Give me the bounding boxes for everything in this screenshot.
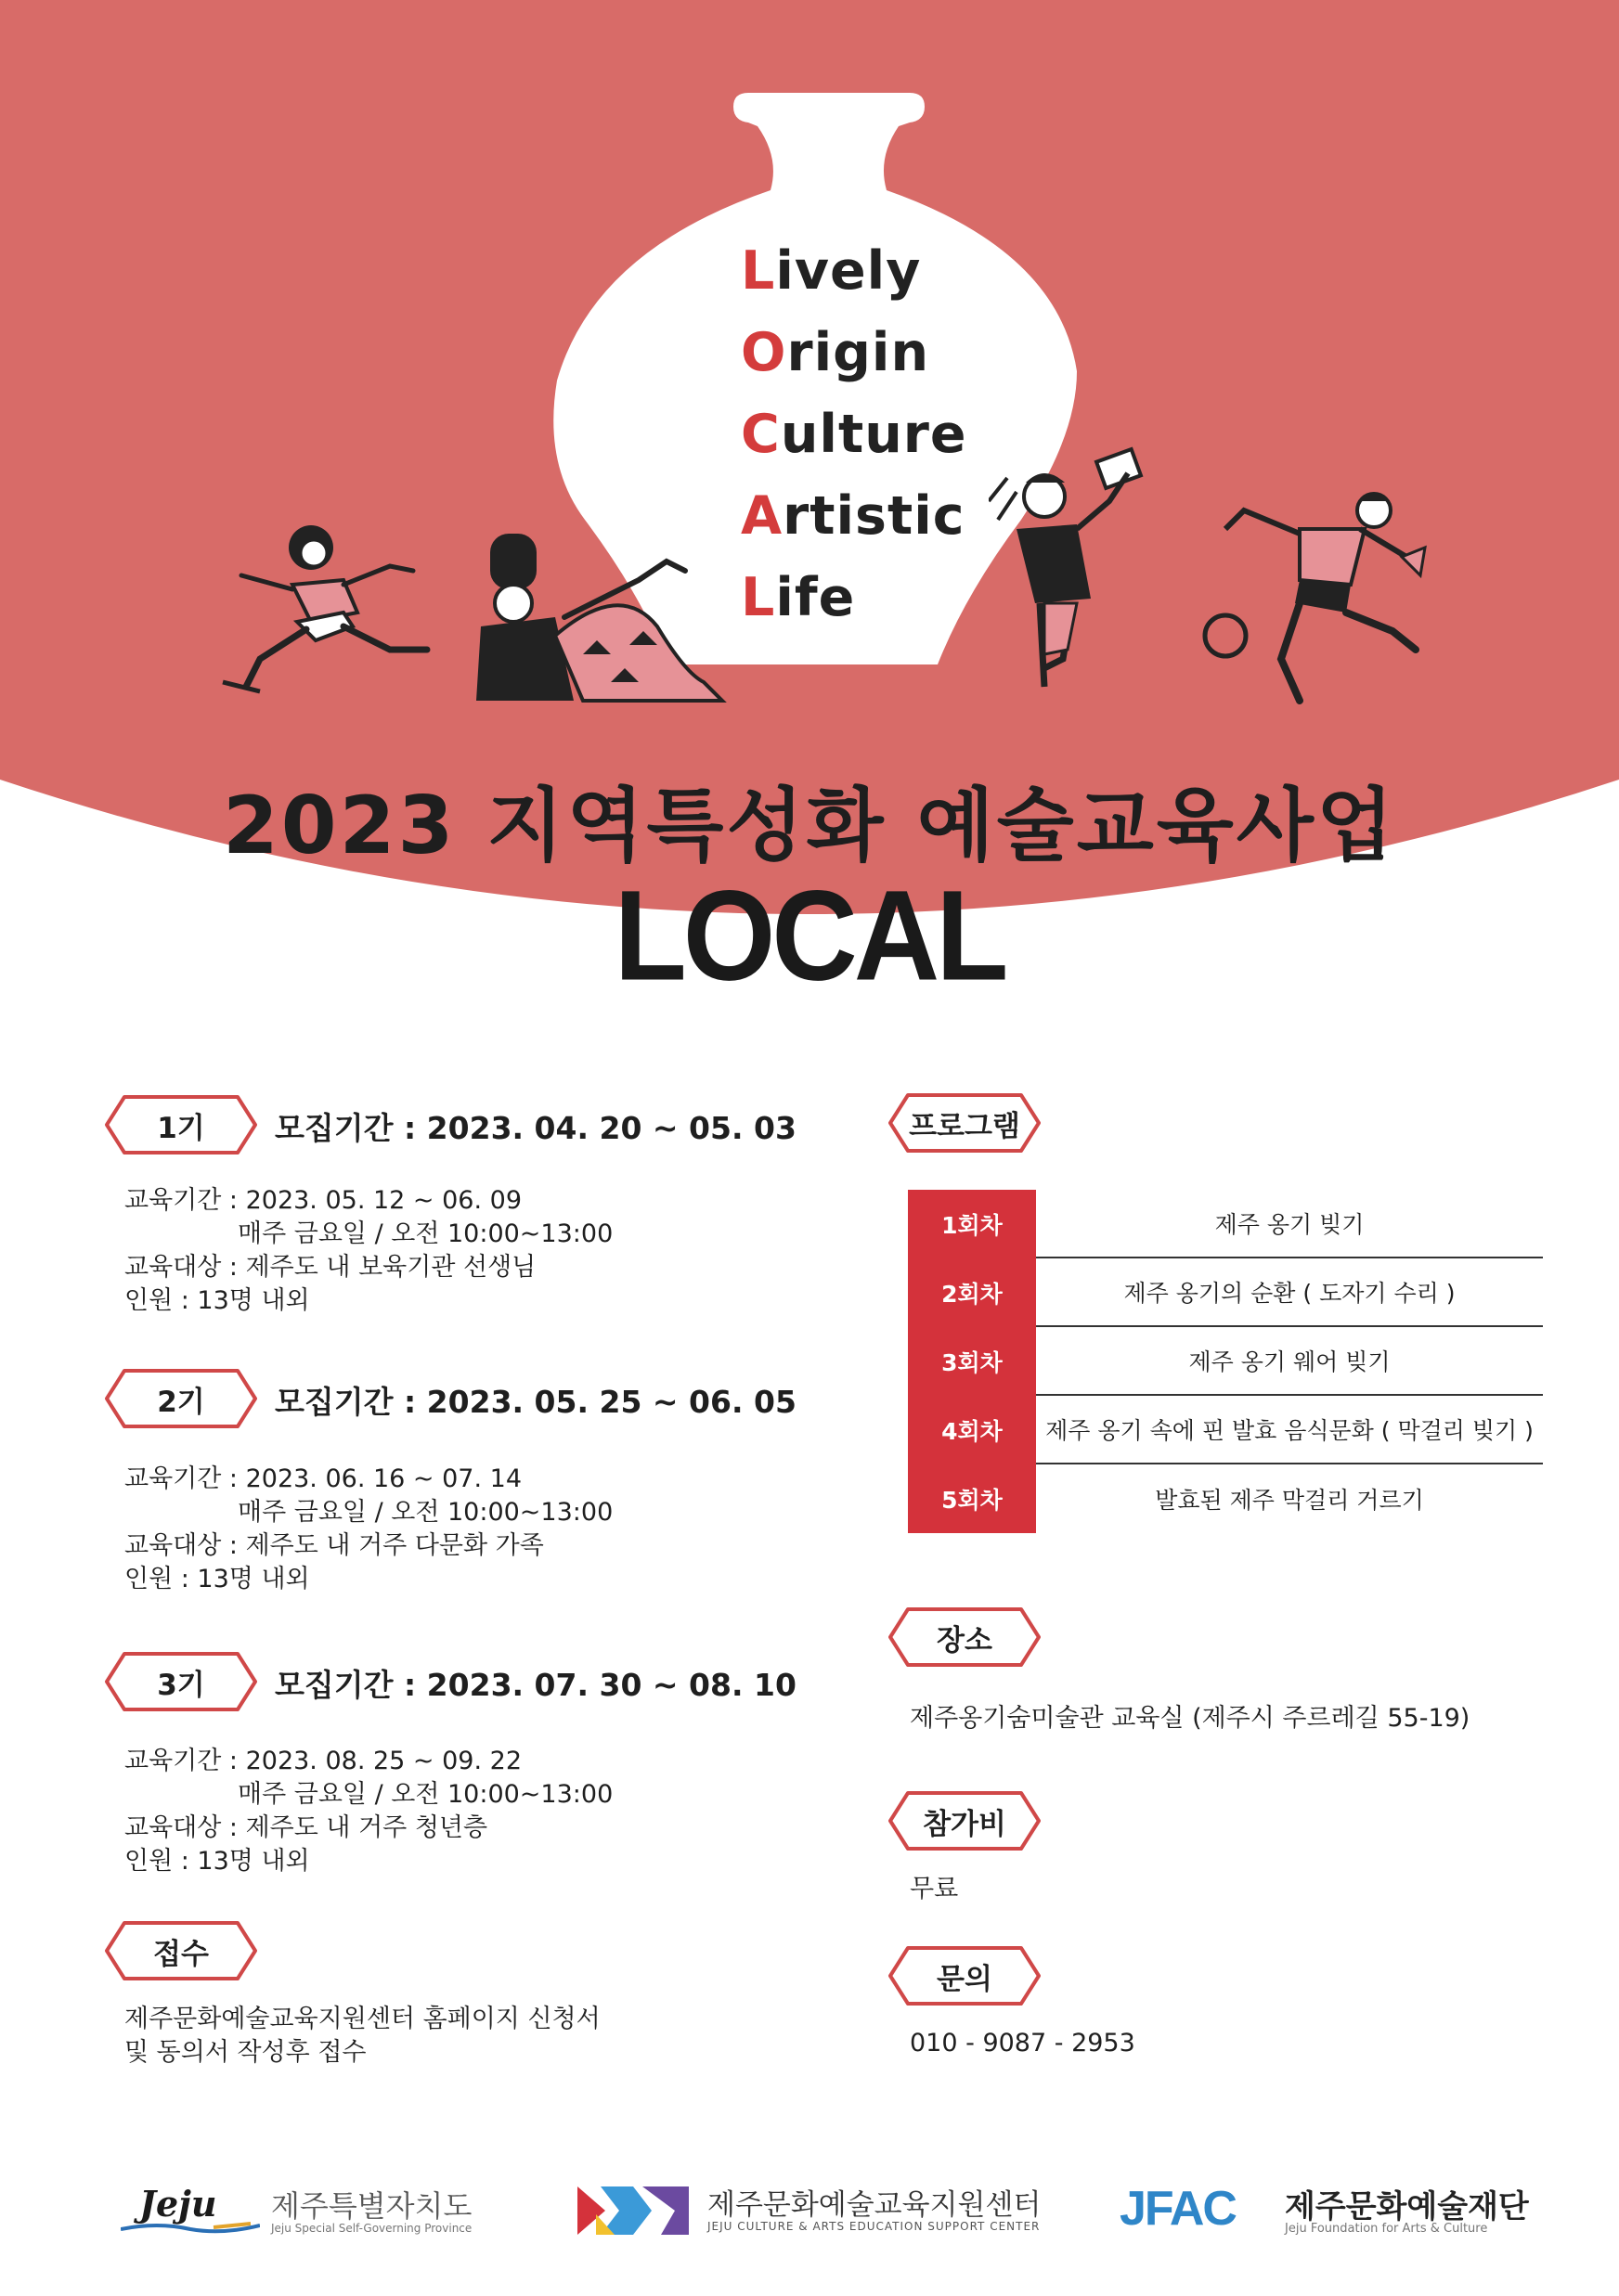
jfac-sub: Jeju Foundation for Arts & Culture <box>1285 2222 1488 2236</box>
program-session-title: 발효된 제주 막걸리 거르기 <box>1155 1487 1424 1514</box>
program-session-title: 제주 옹기의 순환 ( 도자기 수리 ) <box>1036 1258 1543 1327</box>
reception-info <box>124 2003 601 2070</box>
contact-tag: 문의 <box>887 1945 1042 2006</box>
cohort-2-info <box>124 1463 613 1596</box>
program-row <box>908 1464 1543 1533</box>
talking-person-illustration <box>989 436 1174 696</box>
cohort-2-recruit-period: 모집기간 : 2023. 05. 25 ~ 06. 05 <box>275 1384 797 1420</box>
center-name: 제주문화예술교육지원센터 <box>707 2188 1042 2222</box>
cohort-1-edu-period: 교육기간 : 2023. 05. 12 ~ 06. 09 <box>124 1186 523 1215</box>
program-row <box>908 1396 1543 1464</box>
cohort-1-target: 교육대상 : 제주도 내 보육기관 선생님 <box>124 1253 537 1282</box>
cohort-1-tag: 1기 <box>104 1094 258 1155</box>
cohort-1-recruit-period: 모집기간 : 2023. 04. 20 ~ 05. 03 <box>275 1110 797 1146</box>
culture-center-logo <box>577 2181 1060 2237</box>
cohort-3-tag: 3기 <box>104 1651 258 1712</box>
reclining-person-illustration <box>472 524 750 710</box>
jfac-name: 제주문화예술재단 <box>1285 2188 1529 2225</box>
reception-line-2: 및 동의서 작성후 접수 <box>124 2038 367 2067</box>
cohort-1-schedule: 매주 금요일 / 오전 10:00~13:00 <box>238 1219 614 1248</box>
jeju-wave-icon <box>121 2222 260 2235</box>
reception-line-1: 제주문화예술교육지원센터 홈페이지 신청서 <box>124 2005 601 2033</box>
program-row <box>908 1327 1543 1396</box>
cohort-2-count: 인원 : 13명 내외 <box>124 1565 310 1593</box>
program-session-number: 2회차 <box>908 1258 1036 1327</box>
cohort-3-recruit-period: 모집기간 : 2023. 07. 30 ~ 08. 10 <box>275 1667 797 1703</box>
jeju-sub: Jeju Special Self-Governing Province <box>271 2222 473 2235</box>
program-tag: 프로그램 <box>887 1092 1042 1154</box>
program-row <box>908 1190 1543 1258</box>
fee-tag: 참가비 <box>887 1790 1042 1851</box>
jeju-province-logo <box>121 2181 492 2237</box>
cohort-2-edu-period: 교육기간 : 2023. 06. 16 ~ 07. 14 <box>124 1464 523 1493</box>
cohort-3-info <box>124 1745 613 1878</box>
venue-text: 제주옹기숨미술관 교육실 (제주시 주르레길 55-19) <box>910 1704 1470 1733</box>
cohort-2-tag: 2기 <box>104 1368 258 1429</box>
jfac-mark: JFAC <box>1120 2182 1236 2236</box>
cohort-3-edu-period: 교육기간 : 2023. 08. 25 ~ 09. 22 <box>124 1747 523 1775</box>
program-session-number: 4회차 <box>908 1396 1036 1464</box>
contact-text: 010 - 9087 - 2953 <box>910 2029 1135 2057</box>
cohort-3-schedule: 매주 금요일 / 오전 10:00~13:00 <box>238 1780 614 1809</box>
program-row <box>908 1258 1543 1327</box>
acronym-line-culture: Culture <box>741 404 967 465</box>
cohort-2-schedule: 매주 금요일 / 오전 10:00~13:00 <box>238 1498 614 1527</box>
running-person-illustration <box>204 520 436 705</box>
acronym-line-lively: Lively <box>741 240 922 302</box>
program-session-title: 제주 옹기 속에 핀 발효 음식문화 ( 막걸리 빚기 ) <box>1036 1396 1543 1464</box>
jeju-mark: Jeju <box>139 2183 217 2225</box>
program-table <box>908 1190 1543 1533</box>
page-title: 2023 지역특성화 예술교육사업 <box>222 780 1397 872</box>
jfac-logo <box>1120 2181 1556 2237</box>
acronym-line-life: Life <box>741 567 856 628</box>
program-session-number: 3회차 <box>908 1327 1036 1396</box>
program-session-title: 제주 옹기 빚기 <box>1036 1190 1543 1258</box>
cohort-2-target: 교육대상 : 제주도 내 거주 다문화 가족 <box>124 1531 544 1560</box>
dancing-person-illustration <box>1188 473 1439 715</box>
acronym-line-origin: Origin <box>741 322 930 383</box>
cohort-3-target: 교육대상 : 제주도 내 거주 청년층 <box>124 1813 488 1842</box>
fee-text: 무료 <box>910 1875 959 1903</box>
center-sub: JEJU CULTURE & ARTS EDUCATION SUPPORT CENTER <box>707 2220 1041 2233</box>
reception-tag: 접수 <box>104 1920 258 1981</box>
acronym-block <box>741 230 967 638</box>
page-subtitle: LOCAL <box>614 864 1005 1008</box>
program-session-title: 제주 옹기 웨어 빚기 <box>1036 1327 1543 1396</box>
program-session-number: 1회차 <box>908 1190 1036 1258</box>
jeju-name: 제주특별자치도 <box>271 2188 473 2224</box>
program-session-number: 5회차 <box>908 1464 1036 1533</box>
venue-tag: 장소 <box>887 1606 1042 1668</box>
cohort-1-info <box>124 1184 613 1318</box>
cohort-3-count: 인원 : 13명 내외 <box>124 1847 310 1876</box>
cohort-1-count: 인원 : 13명 내외 <box>124 1286 310 1315</box>
acronym-line-artistic: Artistic <box>741 485 965 547</box>
center-arrow-icon <box>577 2186 689 2235</box>
